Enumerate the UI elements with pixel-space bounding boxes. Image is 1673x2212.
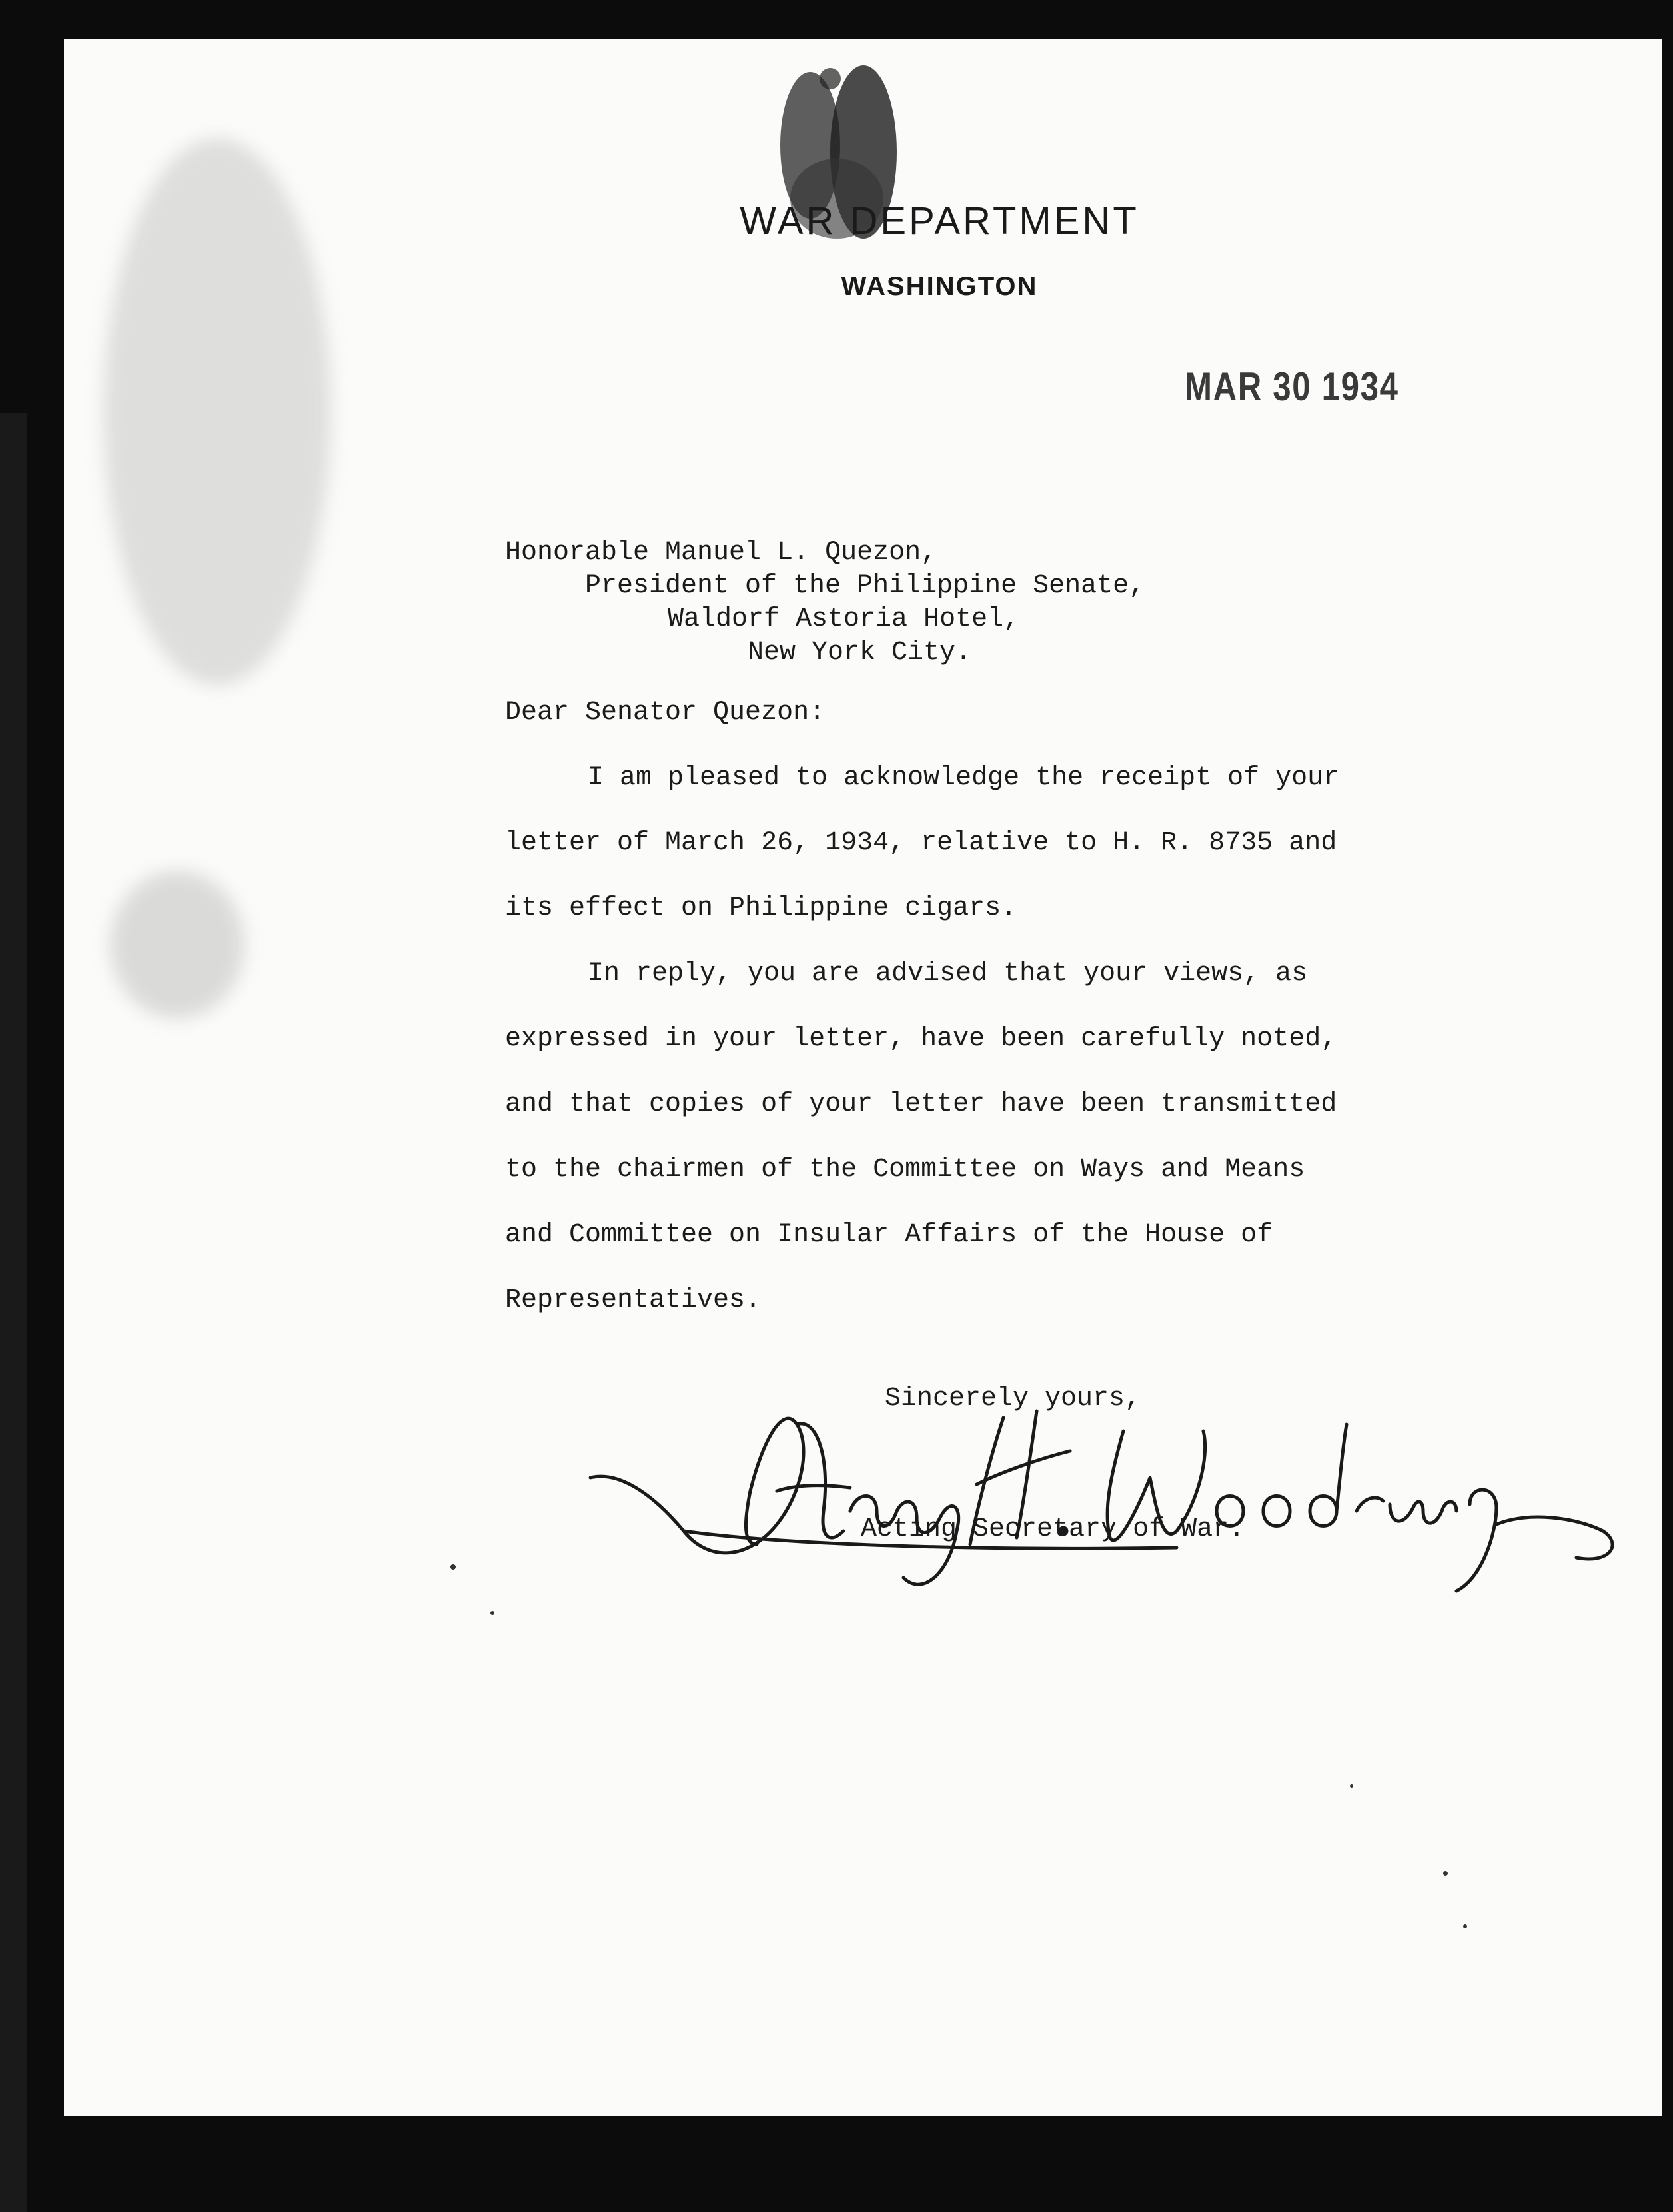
speck: [1350, 1784, 1353, 1788]
signer-title: Acting Secretary of War.: [861, 1514, 1245, 1544]
date-stamp: MAR 30 1934: [1185, 364, 1399, 409]
body-line: Representatives.: [505, 1285, 762, 1315]
speck: [1443, 1871, 1448, 1876]
body-line: expressed in your letter, have been carefully noted,: [505, 1024, 1337, 1054]
letterhead-city: WASHINGTON: [841, 272, 1038, 301]
speck: [490, 1611, 494, 1615]
body-line: its effect on Philippine cigars.: [505, 893, 1017, 923]
signature: [577, 1378, 1630, 1598]
letterhead-department: WAR DEPARTMENT: [740, 199, 1139, 243]
speck: [450, 1564, 456, 1570]
letter-page: [64, 39, 1662, 2116]
left-edge-strip: [0, 413, 27, 2212]
body-line: I am pleased to acknowledge the receipt of your: [588, 763, 1340, 793]
ink-blot: [764, 45, 937, 285]
recipient-address-hotel: Waldorf Astoria Hotel,: [668, 604, 1020, 634]
smudge-mark: [111, 871, 244, 1018]
recipient-name: Honorable Manuel L. Quezon,: [505, 538, 937, 568]
salutation: Dear Senator Quezon:: [505, 698, 826, 728]
body-line: to the chairmen of the Committee on Ways and Means: [505, 1155, 1305, 1185]
recipient-title: President of the Philippine Senate,: [585, 571, 1145, 601]
recipient-address-city: New York City.: [748, 638, 972, 668]
body-line: In reply, you are advised that your views, as: [588, 959, 1308, 989]
body-line: and Committee on Insular Affairs of the House of: [505, 1220, 1273, 1250]
body-line: and that copies of your letter have been transmitted: [505, 1089, 1337, 1119]
body-line: letter of March 26, 1934, relative to H. R. 8735 and: [505, 828, 1337, 858]
closing: Sincerely yours,: [885, 1384, 1141, 1414]
speck: [1463, 1924, 1467, 1928]
